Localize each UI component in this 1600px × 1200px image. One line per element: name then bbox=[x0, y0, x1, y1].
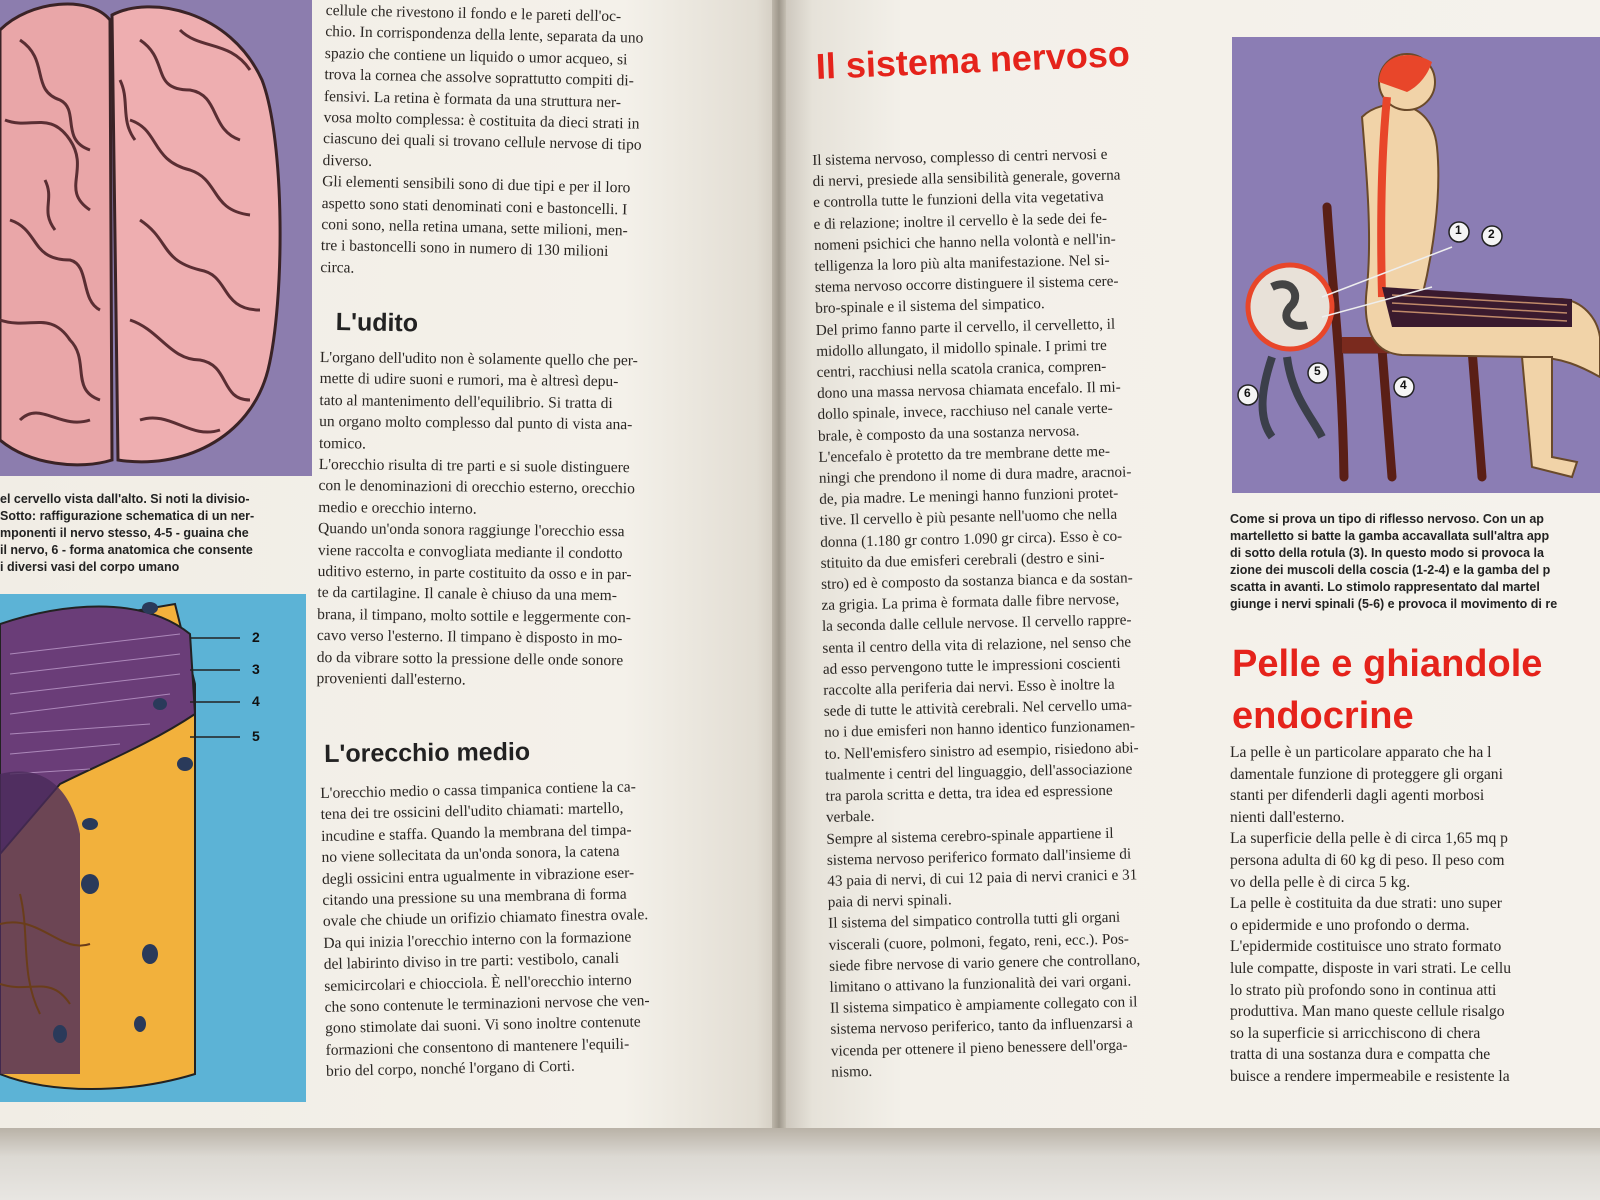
text-line: Da qui inizia l'orecchio interno con la formazione bbox=[323, 928, 632, 952]
nerve-label-4: 4 bbox=[252, 693, 260, 709]
text-line: no viene sollecitata da un'onda sonora, la catena bbox=[321, 842, 620, 867]
udito-text-column bbox=[316, 347, 744, 694]
text-line: gono stimolate dai suoni. Vi sono inoltre contenute bbox=[324, 1013, 641, 1038]
text-line: telligenza la loro più alta manifestazione. Nel si- bbox=[814, 251, 1110, 275]
nerve-label-5: 5 bbox=[252, 728, 260, 744]
text-line: provenienti dall'esterno. bbox=[316, 670, 466, 689]
nerve-label-2: 2 bbox=[252, 629, 260, 645]
reflex-label-2: 2 bbox=[1488, 227, 1495, 241]
text-line: no i due emisferi non hanno identico funzionamen- bbox=[824, 717, 1136, 742]
text-line: aspetto sono stati denominati coni e bastoncelli. I bbox=[321, 194, 628, 219]
text-line: do da vibrare sotto la pressione delle onde sonore bbox=[316, 648, 624, 669]
text-line: bro-spinale e il sistema del simpatico. bbox=[815, 295, 1045, 318]
text-line: L'organo dell'udito non è solamente quello che per- bbox=[319, 348, 638, 370]
caption-line: giunge i nervi spinali (5-6) e provoca il movimento di re bbox=[1230, 597, 1558, 611]
text-line: sede di tutte le attività cerebrali. Nel cervello uma- bbox=[823, 696, 1133, 721]
text-line: trova la cornea che assolve soprattutto compiti di- bbox=[324, 66, 635, 90]
nerve-label-3: 3 bbox=[252, 661, 260, 677]
text-line: midollo allungato, il midollo spinale. I primi tre bbox=[816, 336, 1107, 360]
text-line: o epidermide e uno profondo o derma. bbox=[1230, 916, 1470, 934]
text-line: viscerali (cuore, polmoni, fegato, reni, ecc.). Pos- bbox=[828, 930, 1130, 954]
text-line: 43 paia di nervi, di cui 12 paia di nervi cranici e 31 bbox=[827, 866, 1138, 890]
text-line: formazioni che consentono di mantenere l'equili- bbox=[325, 1035, 630, 1059]
reflex-label-6: 6 bbox=[1244, 386, 1251, 400]
text-line: paia di nervi spinali. bbox=[827, 891, 952, 911]
text-line: vosa molto complessa: è costituita da dieci strati in bbox=[323, 109, 640, 133]
text-line: lo strato più profondo sono in continua atti bbox=[1230, 981, 1497, 999]
text-line: Sempre al sistema cerebro-spinale appartiene il bbox=[826, 824, 1114, 848]
text-line: vicenda per ottenere il pieno benessere dell'orga- bbox=[830, 1036, 1128, 1060]
text-line: mette di udire suoni e rumori, ma è altresì depu- bbox=[319, 370, 619, 391]
text-line: che sono contenute le terminazioni nervose che ven- bbox=[324, 992, 650, 1017]
text-line: tualmente i centri del linguaggio, dell'associazione bbox=[824, 760, 1133, 784]
text-line: vo della pelle è di circa 5 kg. bbox=[1230, 873, 1411, 891]
caption-line: el cervello vista dall'alto. Si noti la divisio- bbox=[0, 492, 250, 506]
text-line: tive. Il cervello è più pesante nell'uomo che nella bbox=[819, 506, 1118, 530]
text-line: con le denominazioni di orecchio esterno, orecchio bbox=[318, 477, 635, 498]
text-line: medio e orecchio interno. bbox=[318, 498, 477, 518]
text-line: un organo molto complesso dal punto di vista ana- bbox=[319, 413, 633, 434]
heading-udito: L'udito bbox=[335, 308, 419, 338]
text-line: tato al mantenimento dell'equilibrio. Si tratta di bbox=[319, 391, 613, 412]
text-line: Il sistema simpatico è ampiamente collegato con il bbox=[829, 993, 1138, 1017]
text-line: persona adulta di 60 kg di peso. Il peso com bbox=[1230, 851, 1505, 869]
text-line: Del primo fanno parte il cervello, il cervelletto, il bbox=[815, 315, 1116, 339]
reflex-label-1: 1 bbox=[1455, 223, 1462, 237]
text-line: degli ossicini entra ugualmente in vibrazione eser- bbox=[321, 864, 635, 888]
text-line: za grigia. La prima è formata dalle fibre nervose, bbox=[821, 590, 1120, 615]
caption-line: mponenti il nervo stesso, 4-5 - guaina che bbox=[0, 526, 249, 540]
text-line: tomico. bbox=[318, 434, 367, 453]
text-line: viene raccolta e convogliata mediante il condotto bbox=[317, 541, 623, 562]
brain-caption bbox=[0, 491, 312, 576]
text-line: L'orecchio medio o cassa timpanica contiene la ca- bbox=[320, 778, 637, 802]
text-line: buisce a rendere impermeabile e resistente la bbox=[1230, 1067, 1510, 1085]
text-line: tratta di una sostanza dura e compatta che bbox=[1230, 1046, 1491, 1064]
caption-line: Come si prova un tipo di riflesso nervoso. Con un ap bbox=[1230, 512, 1544, 526]
text-line: fensivi. La retina è formata da una struttura ner- bbox=[323, 87, 622, 111]
caption-line: zione dei muscoli della coscia (1-2-4) e la gamba del p bbox=[1230, 563, 1551, 577]
book-gutter bbox=[772, 0, 786, 1140]
caption-line: martelletto si batte la gamba accavallata sull'altra app bbox=[1230, 529, 1550, 543]
text-line: tre i bastoncelli sono in numero di 130 milioni bbox=[320, 237, 609, 261]
text-line: senta il centro della vita di relazione, nel senso che bbox=[822, 633, 1132, 657]
text-line: stema nervoso occorre distinguere il sistema cere- bbox=[814, 272, 1119, 297]
heading-line: endocrine bbox=[1232, 695, 1414, 737]
reflex-caption bbox=[1230, 511, 1600, 613]
text-line: sistema nervoso periferico formato dall'insieme di bbox=[826, 845, 1132, 869]
text-line: semicircolari e chiocciola. È nell'orecchio interno bbox=[324, 971, 632, 995]
text-line: L'encefalo è protetto da tre membrane dette me- bbox=[818, 442, 1111, 466]
text-line: donna (1.180 gr contro 1.090 gr circa). Esso è co- bbox=[820, 527, 1123, 551]
text-line: citando una pressione su una membrana di forma bbox=[322, 885, 627, 910]
nerve-illustration bbox=[0, 594, 306, 1102]
reflex-label-4: 4 bbox=[1400, 378, 1407, 392]
text-line: incudine e staffa. Quando la membrana del timpa- bbox=[320, 821, 632, 845]
caption-line: scatta in avanti. Lo stimolo rappresentato dal martel bbox=[1230, 580, 1540, 594]
text-line: Il sistema nervoso, complesso di centri nervosi e bbox=[812, 145, 1108, 169]
text-line: diverso. bbox=[322, 151, 373, 170]
text-line: stituito da due emisferi cerebrali (destro e sini- bbox=[820, 548, 1105, 572]
text-line: verbale. bbox=[825, 808, 875, 827]
eye-text-column bbox=[320, 0, 746, 287]
pelle-text-column bbox=[1230, 742, 1600, 1088]
text-line: circa. bbox=[320, 258, 355, 277]
text-line: produttiva. Man mano queste cellule risalgo bbox=[1230, 1003, 1505, 1021]
caption-line: il nervo, 6 - forma anatomica che consente bbox=[0, 543, 253, 557]
heading-sistema-nervoso: Il sistema nervoso bbox=[815, 32, 1131, 87]
text-line: te da cartilagine. Il canale è chiuso da una mem- bbox=[317, 584, 618, 605]
table-surface bbox=[0, 1128, 1600, 1200]
text-line: brana, il timpano, molto sottile e leggermente con- bbox=[317, 605, 632, 627]
text-line: centri, racchiusi nella scatola cranica, compren- bbox=[816, 357, 1107, 381]
text-line: Gli elementi sensibili sono di due tipi e per il loro bbox=[322, 173, 631, 197]
text-line: lule compatte, disposte in vari strati. Le cellu bbox=[1230, 959, 1512, 977]
text-line: coni sono, nella retina umana, sette milioni, men- bbox=[321, 216, 628, 240]
text-line: ciascuno dei quali si trovano cellule nervose di tipo bbox=[322, 130, 642, 155]
reflex-label-5: 5 bbox=[1314, 364, 1321, 378]
text-line: La pelle è costituita da due strati: uno super bbox=[1230, 895, 1502, 913]
text-line: Quando un'onda sonora raggiunge l'orecchio essa bbox=[318, 520, 625, 541]
nervoso-text-column bbox=[812, 142, 1229, 1083]
text-line: so la superficie si arricchiscono di chera bbox=[1230, 1024, 1481, 1042]
text-line: ningi che prendono il nome di dura madre, aracnoi- bbox=[818, 463, 1132, 487]
heading-pelle-ghiandole bbox=[1232, 638, 1600, 742]
text-line: del labirinto diviso in tre parti: vestibolo, canali bbox=[323, 950, 620, 974]
text-line: tena dei tre ossicini dell'udito chiamati: martello, bbox=[320, 800, 624, 824]
text-line: dono una massa nervosa chiamata encefalo. Il mi- bbox=[816, 378, 1121, 403]
text-line: chio. In corrispondenza della lente, separata da uno bbox=[325, 23, 644, 48]
text-line: siede fibre nervose di vario genere che controllano, bbox=[828, 951, 1141, 975]
text-line: e controlla tutte le funzioni della vita vegetativa bbox=[812, 188, 1104, 212]
text-line: spazio che contiene un liquido o umor acqueo, si bbox=[324, 44, 628, 69]
text-line: brio del corpo, nonché l'organo di Corti. bbox=[325, 1058, 575, 1081]
text-line: raccolte alla periferia dai nervi. Esso è inoltre la bbox=[823, 675, 1115, 699]
text-line: stro) ed è composto da sostanza bianca e da sostan- bbox=[820, 569, 1133, 593]
text-line: cavo verso l'esterno. Il timpano è disposto in mo- bbox=[316, 627, 623, 648]
caption-line: Sotto: raffigurazione schematica di un ner- bbox=[0, 509, 255, 523]
text-line: La superficie della pelle è di circa 1,65 mq p bbox=[1230, 830, 1508, 848]
text-line: stanti per difenderli dagli agenti morbosi bbox=[1230, 787, 1485, 805]
text-line: la seconda dalle cellule nervose. Il cervello rappre- bbox=[821, 611, 1132, 636]
text-line: limitano o attivano la funzionalità dei vari organi. bbox=[829, 972, 1132, 996]
text-line: tra parola scritta e detta, tra idea ed espressione bbox=[825, 781, 1113, 805]
text-line: di nervi, presiede alla sensibilità generale, governa bbox=[812, 166, 1121, 191]
text-line: L'orecchio risulta di tre parti e si suole distinguere bbox=[318, 456, 630, 477]
reflex-illustration bbox=[1232, 37, 1600, 493]
text-line: uditivo esterno, in parte costituito da osso e in par- bbox=[317, 563, 632, 584]
medio-text-column bbox=[320, 774, 746, 1082]
heading-orecchio-medio: L'orecchio medio bbox=[324, 737, 531, 768]
text-line: Il sistema del simpatico controlla tutti gli organi bbox=[828, 909, 1121, 933]
caption-line: i diversi vasi del corpo umano bbox=[0, 560, 180, 574]
text-line: nismo. bbox=[831, 1062, 873, 1081]
text-line: nienti dall'esterno. bbox=[1230, 808, 1345, 826]
text-line: de, pia madre. Le meningi hanno funzioni protet- bbox=[819, 484, 1119, 509]
caption-line: di sotto della rotula (3). In questo modo si provoca la bbox=[1230, 546, 1544, 560]
text-line: e di relazione; inoltre il cervello è la sede dei fe- bbox=[813, 209, 1108, 233]
text-line: sistema nervoso periferico, tanto da influenzarsi a bbox=[830, 1014, 1133, 1039]
text-line: ovale che chiude un orifizio chiamato finestra ovale. bbox=[322, 906, 649, 931]
text-line: to. Nell'emisfero sinistro ad esempio, risiedono abi- bbox=[824, 738, 1139, 763]
text-line: dollo spinale, invece, racchiuso nel canale verte- bbox=[817, 400, 1113, 424]
brain-illustration bbox=[0, 0, 312, 476]
heading-line: Pelle e ghiandole bbox=[1232, 643, 1543, 685]
text-line: damentale funzione di proteggere gli organi bbox=[1230, 765, 1503, 783]
text-line: La pelle è un particolare apparato che ha l bbox=[1230, 744, 1492, 761]
text-line: L'epidermide costituisce uno strato formato bbox=[1230, 938, 1502, 956]
text-line: nomeni psichici che hanno nella volontà e nell'in- bbox=[813, 230, 1116, 254]
text-line: ad esso pervengono tutte le impressioni coscienti bbox=[822, 654, 1121, 678]
text-line: cellule che rivestono il fondo e le pareti dell'oc- bbox=[325, 1, 622, 26]
text-line: brale, è composto da una sostanza nervosa. bbox=[817, 422, 1080, 445]
